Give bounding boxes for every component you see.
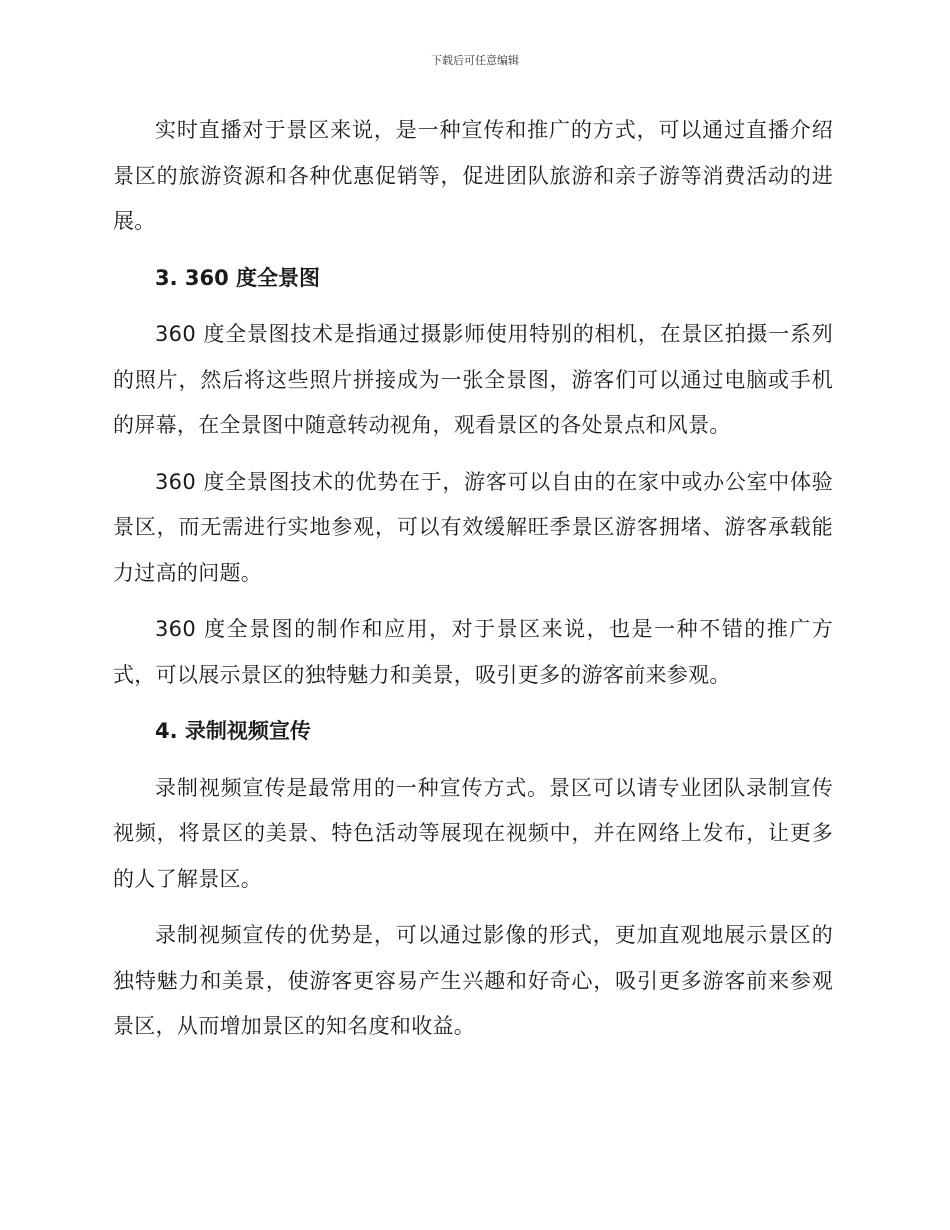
paragraph-video-definition: 录制视频宣传是最常用的一种宣传方式。景区可以请专业团队录制宣传视频，将景区的美景、特色活动等展现在视频中，并在网络上发布，让更多的人了解景区。 xyxy=(113,775,833,891)
page-header: 下载后可任意编辑 xyxy=(431,54,519,67)
paragraph-panorama-advantages: 360 度全景图技术的优势在于，游客可以自由的在家中或办公室中体验景区，而无需进行实地参观，可以有效缓解旺季景区游客拥堵、游客承载能力过高的问题。 xyxy=(113,469,833,585)
paragraph-live-streaming: 实时直播对于景区来说，是一种宣传和推广的方式，可以通过直播介绍景区的旅游资源和各种优惠促销等，促进团队旅游和亲子游等消费活动的进展。 xyxy=(113,118,833,233)
paragraph-panorama-application: 360 度全景图的制作和应用，对于景区来说，也是一种不错的推广方式，可以展示景区的独特魅力和美景，吸引更多的游客前来参观。 xyxy=(113,617,833,687)
paragraph-panorama-definition: 360 度全景图技术是指通过摄影师使用特别的相机，在景区拍摄一系列的照片，然后将这些照片拼接成为一张全景图，游客们可以通过电脑或手机的屏幕，在全景图中随意转动视角，观看景区的各处景点和风景。 xyxy=(113,322,833,437)
section-heading-video: 4. 录制视频宣传 xyxy=(155,719,311,743)
section-heading-panorama: 3. 360 度全景图 xyxy=(155,265,321,290)
document-body xyxy=(113,108,833,1061)
paragraph-video-advantages: 录制视频宣传的优势是，可以通过影像的形式，更加直观地展示景区的独特魅力和美景，使游客更容易产生兴趣和好奇心，吸引更多游客前来参观景区，从而增加景区的知名度和收益。 xyxy=(113,923,833,1038)
